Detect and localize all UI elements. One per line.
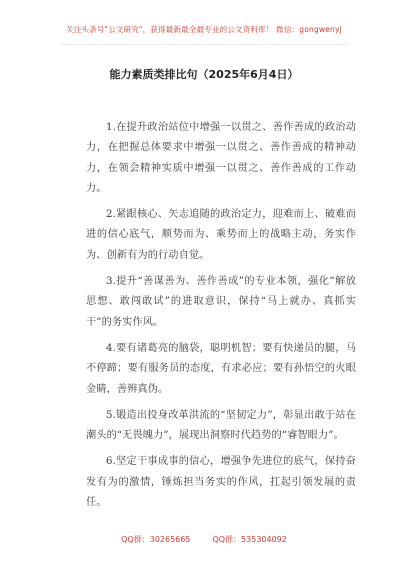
footer-qq-group-2: QQ群：535304092 [212, 535, 287, 544]
footer-qq-group-1: QQ群：30265665 [121, 535, 191, 544]
paragraph-4: 4.要有诸葛亮的脑袋，聪明机智；要有快递员的腿，马不停蹄；要有服务员的态度，有求必应；要有孙悟空的火眼金睛，善辨真伪。 [86, 342, 356, 395]
paragraph-1: 1.在提升政治站位中增强一以贯之、善作善成的政治动力，在把握总体要求中增强一以贯之、善作善成的精神动力，在领会精神实质中增强一以贯之、善作善成的工作动力。 [86, 122, 356, 194]
paragraph-6: 6.坚定干事成事的信心，增强争先进位的底气，保持奋发有为的激情，锤炼担当务实的作风，扛起引领发展的责任。 [86, 456, 356, 509]
paragraph-5: 5.锻造出投身改革洪流的“坚韧定力”，彰显出敢于站在潮头的“无畏魄力”，展现出洞察时代趋势的“睿智眼力”。 [86, 409, 356, 442]
header-divider [60, 44, 348, 45]
document-title: 能力素质类排比句（2025年6月4日） [109, 68, 299, 81]
paragraph-3: 3.提升“善谋善为、善作善成”的专业本领，强化“解放思想、敢闯敢试”的进取意识，保持“马上就办、真抓实干”的务实作风。 [86, 276, 356, 328]
document-body [86, 118, 356, 519]
header-note: 关注头条号"公文研究"，获得最新最全最专业的公文资料库！ 微信：gongwenyj [66, 25, 342, 34]
footer [0, 534, 408, 545]
paragraph-2: 2.紧跟核心、矢志追随的政治定力，迎难而上、破难而进的信心底气，顺势而为、乘势而上的战略主动，务实作为、创新有为的行动自觉。 [86, 209, 356, 261]
